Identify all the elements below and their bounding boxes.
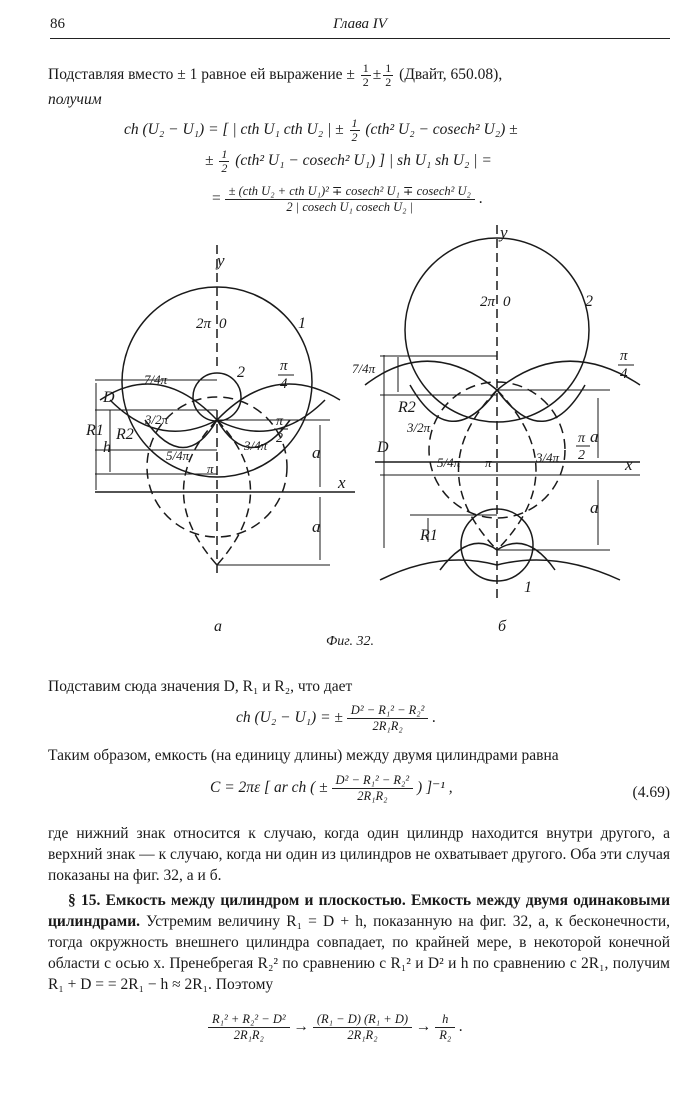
figure-caption: Фиг. 32.: [325, 634, 375, 649]
svg-text:3/2π: 3/2π: [145, 412, 169, 427]
equation-4-69: C = 2πε [ ar ch ( ± $\frac{\text{D² − R₁² − R₂²}}{\text{2R₁R₂}}$ ) ]⁻¹ ,: [210, 773, 453, 803]
svg-text:2π: 2π: [480, 294, 496, 310]
svg-text:R1: R1: [86, 422, 104, 439]
half-fraction: $\frac{1}{2}$: [385, 61, 392, 89]
subfigure-label-a: а: [214, 618, 222, 635]
svg-text:R2: R2: [116, 426, 134, 443]
svg-text:1: 1: [524, 579, 532, 596]
svg-text:x: x: [625, 455, 633, 474]
svg-text:2π: 2π: [196, 316, 212, 332]
svg-text:π: π: [280, 358, 288, 374]
equation-number: (4.69): [632, 784, 670, 801]
svg-text:π: π: [485, 455, 492, 470]
section-15-paragraph: [48, 890, 670, 995]
svg-text:π: π: [276, 414, 284, 429]
equation-2: ch (U₂ − U₁) = ± $\frac{\text{D² − R₁² − R₂²}}{\text{2R₁R₂}}$ .: [236, 703, 437, 733]
section-15-text: Устремим величину R₁ = D + h, показанную на фиг. 32, а, к бесконечности, тогда окружность внешнего цилиндра совпадает, по крайней мере, в некоторой конечной области с осью x. Пренебрегая R₂² по сравнению с R₁² и D² и h по сравнению с 2R₁, получим R₁ + D = = 2R₁ − h ≈ 2R₁. Поэтому: [48, 913, 671, 993]
svg-text:3/2π: 3/2π: [407, 420, 431, 435]
half-fraction: $\frac{1}{2}$: [362, 61, 369, 89]
svg-text:R2: R2: [398, 399, 416, 416]
svg-text:π: π: [620, 348, 628, 364]
svg-text:0: 0: [503, 294, 511, 310]
svg-text:R1: R1: [420, 527, 438, 544]
intro-line2: получим: [48, 91, 102, 108]
svg-text:x: x: [338, 473, 346, 492]
subfigure-label-b: б: [498, 618, 507, 635]
svg-text:a: a: [590, 498, 599, 517]
svg-text:a: a: [312, 443, 321, 462]
svg-text:3/4π: 3/4π: [244, 438, 268, 453]
intro-text-b: (Двайт, 650.08),: [399, 66, 503, 84]
svg-text:2: 2: [585, 293, 593, 310]
svg-text:1: 1: [298, 315, 306, 332]
svg-text:π: π: [578, 431, 586, 446]
svg-text:2: 2: [237, 364, 245, 381]
figure-32a: [85, 245, 355, 575]
paragraph-capacitance: Таким образом, емкость (на единицу длины) между двумя цилиндрами равна: [48, 747, 559, 764]
page-number: 86: [50, 16, 65, 32]
intro-text-a: Подставляя вместо ± 1 равное ей выражение ±: [48, 66, 355, 84]
svg-text:5/4π: 5/4π: [437, 455, 461, 470]
paragraph-sign-note: где нижний знак относится к случаю, когда один цилиндр находится внутри другого, а верхний знак — к случаю, когда ни один из цилиндров не охватывает другого. Оба эти случая показаны на фиг. 32, а и б.: [48, 825, 670, 884]
svg-text:3/4π: 3/4π: [536, 450, 560, 465]
svg-text:y: y: [217, 251, 225, 270]
equation-1-line2: ± $\frac{1}{2}$ (cth² U₁ − cosech² U₁) ] | sh U₁ sh U₂ | =: [205, 147, 492, 175]
svg-text:7/4π: 7/4π: [352, 361, 376, 376]
svg-text:0: 0: [219, 316, 227, 332]
svg-text:a: a: [312, 517, 321, 536]
intro-paragraph: Подставляя вместо ± 1 равное ей выражение ± $\frac{1}{2}$ ± $\frac{1}{2}$ (Двайт, 650.08), получим: [48, 61, 503, 108]
svg-text:y: y: [500, 223, 508, 242]
svg-text:h: h: [103, 439, 111, 456]
figure-32b: [352, 223, 640, 600]
svg-text:D: D: [103, 389, 115, 406]
svg-text:2: 2: [578, 448, 585, 463]
svg-text:2: 2: [276, 431, 283, 446]
svg-text:4: 4: [620, 366, 628, 382]
svg-text:a: a: [590, 427, 599, 446]
equation-1-line3: = $\frac{\text{± (cth U₂ + cth U₁)² ∓ cosech² U₁ ∓ cosech² U₂}}{\text{2 | cosech U₁ cosech U₂ |}}$ .: [212, 184, 483, 214]
svg-text:7/4π: 7/4π: [144, 372, 168, 387]
svg-text:π: π: [207, 461, 214, 476]
svg-text:4: 4: [280, 376, 288, 392]
section-heading: § 15. Емкость между цилиндром и плоскостью. Емкость между двумя одинаковыми цилиндрами.: [48, 892, 670, 930]
figure-32: [0, 220, 700, 630]
chapter-title: Глава IV: [333, 16, 387, 32]
equation-1-line1: ch (U₂ − U₁) = [ | cth U₁ cth U₂ | ± $\frac{1}{2}$ (cth² U₂ − cosech² U₂) ±: [124, 116, 518, 144]
equation-limit: $\frac{\text{R₁² + R₂² − D²}}{\text{2R₁R₂}}$ → $\frac{\text{(R₁ − D) (R₁ + D)}}{\text{2R₁R₂}}$ → $\frac{h}{\text{R₂}}$ .: [208, 1012, 463, 1043]
svg-text:5/4π: 5/4π: [166, 448, 190, 463]
svg-text:D: D: [377, 439, 389, 456]
paragraph-substitute: Подставим сюда значения D, R₁ и R₂, что дает: [48, 678, 353, 695]
running-header: [50, 16, 670, 39]
